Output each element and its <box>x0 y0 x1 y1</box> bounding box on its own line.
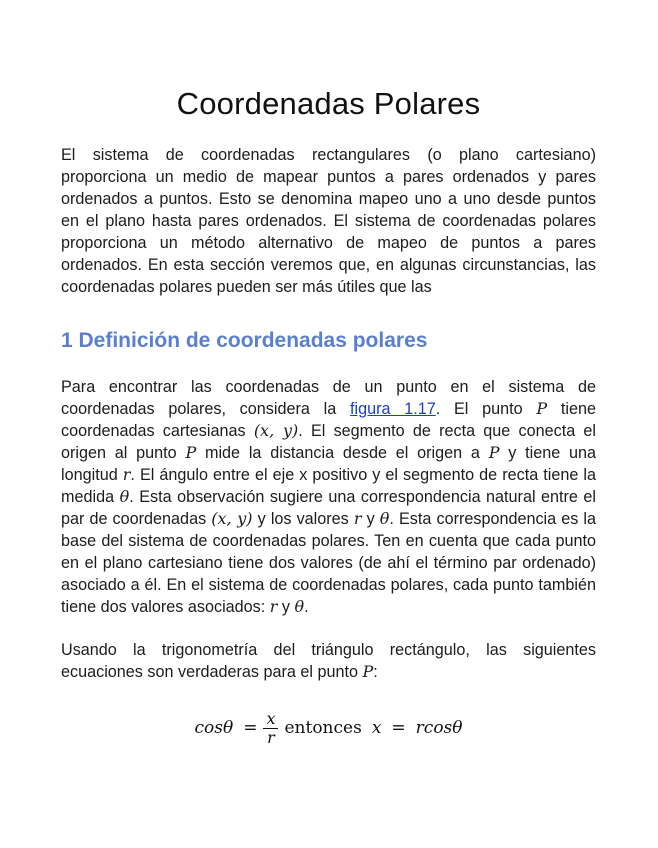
text-run: y tiene una longitud <box>61 444 596 484</box>
math-theta: θ <box>119 487 130 506</box>
fraction-numerator: x <box>263 710 278 729</box>
equation-lhs: cosθ <box>194 718 234 738</box>
trig-paragraph <box>61 639 596 683</box>
text-run: Usando la trigonometría del triángulo rectángulo, las siguientes ecuaciones son verdaderas para el punto <box>61 641 596 681</box>
text-run: y <box>277 598 295 616</box>
math-P: P <box>536 399 548 418</box>
text-run: . <box>304 598 309 616</box>
definition-paragraph <box>61 376 596 618</box>
fraction <box>263 710 278 747</box>
math-xy: (x, y) <box>211 509 253 528</box>
text-run: mide la distancia desde el origen a <box>196 444 489 462</box>
math-P: P <box>488 443 500 462</box>
text-run: : <box>373 663 378 681</box>
text-run: . El ángulo entre el eje x positivo y el segmento de recta tiene la medida <box>61 466 596 506</box>
intro-paragraph: El sistema de coordenadas rectangulares (o plano cartesiano) proporciona un medio de mapear puntos a pares ordenados y pares ordenados a puntos. Esto se denomina mapeo uno a uno desde puntos en el plano hasta pares ordenados. El sistema de coordenadas polares proporciona un método alternativo de mapeo de puntos a pares ordenados. En esta sección veremos que, en algunas circunstancias, las coordenadas polares pueden ser más útiles que las <box>61 146 596 296</box>
text-run: tiene coordenadas cartesianas <box>61 400 596 440</box>
text-run: . Esta observación sugiere una correspondencia natural entre el par de coordenadas <box>61 488 596 528</box>
equation-rhs: rcosθ <box>415 718 463 738</box>
figure-link[interactable]: figura 1.17 <box>349 400 436 418</box>
section-heading: 1 Definición de coordenadas polares <box>61 329 428 352</box>
text-run: . El segmento de recta que conecta el origen al punto <box>61 422 597 462</box>
text-run: Para encontrar las coordenadas de un punto en el sistema de coordenadas polares, considera la <box>61 378 596 418</box>
equation-x: x <box>371 718 382 738</box>
math-xy: (x, y) <box>253 421 299 440</box>
text-run: . Esta correspondencia es la base del sistema de coordenadas polares. Ten en cuenta que cada punto en el plano cartesiano tiene dos valores (de ahí el término par ordenado) asociado a él. En el sistema de coordenadas polares, cada punto también tiene dos valores asociados: <box>61 510 597 616</box>
equals-sign: = <box>243 718 258 738</box>
equation <box>61 703 596 753</box>
math-r: r <box>269 597 278 616</box>
math-P: P <box>362 662 374 681</box>
fraction-denominator: r <box>267 727 275 747</box>
equals-sign: = <box>391 718 406 738</box>
text-run: y <box>361 510 380 528</box>
math-theta: θ <box>379 509 390 528</box>
math-r: r <box>353 509 362 528</box>
math-P: P <box>185 443 197 462</box>
text-run: . El punto <box>435 400 537 418</box>
math-theta: θ <box>294 597 305 616</box>
text-run: y los valores <box>252 510 354 528</box>
page-title: Coordenadas Polares <box>176 86 481 121</box>
equation-word: entonces <box>284 718 362 738</box>
math-r: r <box>122 465 131 484</box>
